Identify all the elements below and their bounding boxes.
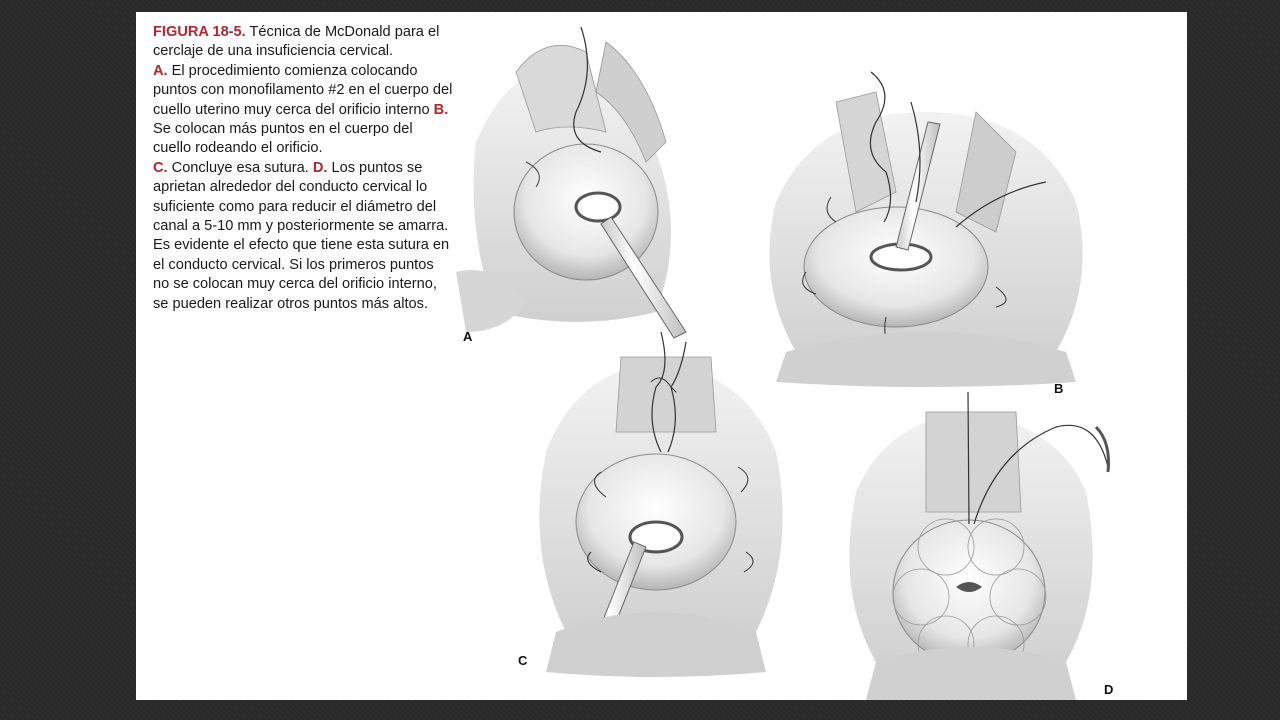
caption-d-label: D. xyxy=(312,159,328,176)
caption-c-text: Concluye esa sutura. xyxy=(167,159,313,176)
caption-title: Técnica de McDonald para el cerclaje de una insuficiencia cervical. xyxy=(153,24,440,60)
panel-d-drawing xyxy=(849,392,1108,700)
figure-label: FIGURA 18-5. xyxy=(153,24,246,40)
panel-b-drawing xyxy=(769,72,1082,387)
panel-c-drawing xyxy=(539,332,782,677)
panel-a-drawing xyxy=(456,27,686,338)
panel-d-letter: D xyxy=(1104,682,1114,697)
panel-a-letter: A xyxy=(463,329,473,344)
caption-a-label: A. xyxy=(153,62,168,79)
caption-a-text: El procedimiento comienza colocando puntos con monofilamento #2 en el cuerpo del cuello uterino muy cerca del orificio interno xyxy=(153,62,453,118)
caption-b-label: B. xyxy=(433,101,449,118)
caption-b-text: Se colocan más puntos en el cuerpo del cuello rodeando el orificio. xyxy=(153,121,413,157)
figure-caption xyxy=(153,23,453,314)
caption-c-label: C. xyxy=(153,159,168,176)
caption-d-text: Los puntos se aprietan alrededor del conducto cervical lo suficiente como para reducir el diámetro del canal a 5-10 mm y posteriormente se amarra. Es evidente el efecto que tiene esta sutura en el conducto cervical. Si los primeros puntos no se colocan muy cerca del orificio interno, se pueden realizar otros puntos más altos. xyxy=(153,159,450,312)
surgical-illustration xyxy=(456,12,1187,700)
panel-c-letter: C xyxy=(518,653,528,668)
slide xyxy=(136,12,1187,700)
panel-b-letter: B xyxy=(1054,381,1064,396)
